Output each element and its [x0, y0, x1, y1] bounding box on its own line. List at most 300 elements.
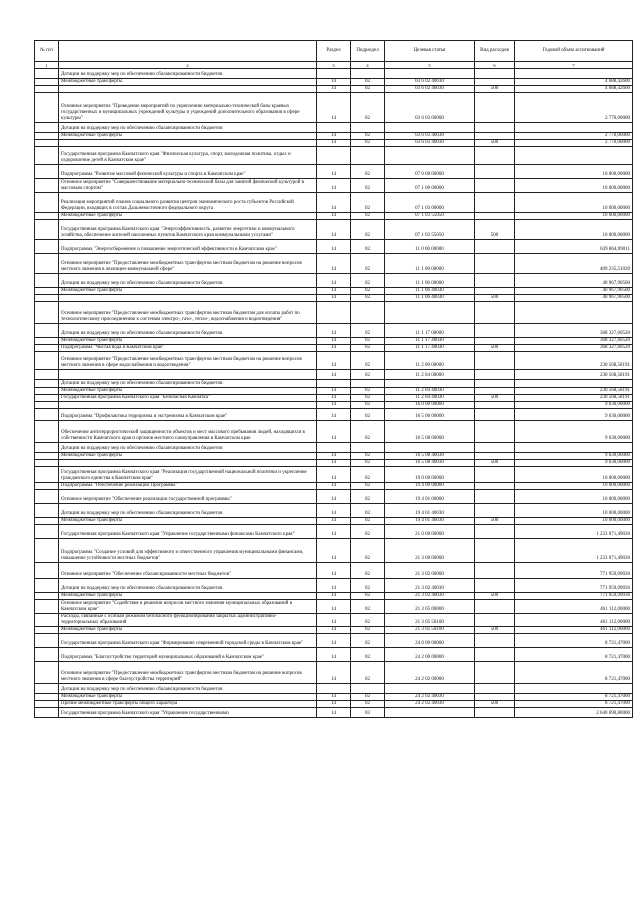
row-exptype-cell [475, 421, 515, 443]
row-number-cell [35, 140, 59, 147]
row-exptype-cell [475, 380, 515, 388]
row-section-cell [317, 302, 351, 324]
row-exptype-cell [475, 213, 515, 220]
row-section-cell: 14 [317, 133, 351, 140]
row-exptype-cell [475, 409, 515, 421]
row-name-cell: Дотации на поддержку мер по обеспечению сбалансированности бюджетов [59, 579, 317, 593]
row-section-cell: 14 [317, 93, 351, 123]
row-amount-cell: 1 233 071,49036 [515, 539, 633, 563]
col-number-cell: 2 [59, 62, 317, 69]
row-section-cell: 14 [317, 593, 351, 600]
table-row [35, 579, 633, 593]
row-subsection-cell: 02 [351, 93, 385, 123]
row-number-cell [35, 295, 59, 302]
row-name-cell: Подпрограмма "Развитие массовой физической культуры и спорта в Камчатском крае" [59, 165, 317, 179]
row-section-cell [317, 684, 351, 694]
row-target-cell: 24 2 02 40030 [385, 694, 475, 701]
row-number-cell [35, 453, 59, 460]
row-target-cell: 11 2 00 00000 [385, 352, 475, 370]
table-row [35, 539, 633, 563]
table-row [35, 302, 633, 324]
row-name-cell: Расходы, связанные с особым режимом безопасного функционирования закрытых административно-территориальных образований [59, 614, 317, 627]
row-section-cell: 14 [317, 525, 351, 539]
table-row [35, 614, 633, 627]
row-target-cell [385, 708, 475, 718]
row-name-cell [59, 295, 317, 302]
row-subsection-cell: 02 [351, 518, 385, 525]
row-subsection-cell: 02 [351, 504, 385, 518]
row-target-cell [385, 443, 475, 453]
row-number-cell [35, 525, 59, 539]
row-exptype-cell: 500 [475, 701, 515, 708]
row-target-cell: 19 4 01 40030 [385, 504, 475, 518]
row-name-cell: Подпрограмма "Создание условий для эффективного и ответственного управления муниципальными финансами, повышение устойчивости местных бюджетов" [59, 539, 317, 563]
row-number-cell [35, 504, 59, 518]
row-target-cell: 21 3 02 40030 [385, 593, 475, 600]
row-subsection-cell: 02 [351, 662, 385, 684]
row-exptype-cell: 500 [475, 518, 515, 525]
table-row [35, 240, 633, 254]
row-exptype-cell [475, 274, 515, 288]
row-section-cell: 14 [317, 467, 351, 483]
row-amount-cell: 9 630,00000 [515, 409, 633, 421]
row-amount-cell: 8 721,47000 [515, 634, 633, 648]
row-name-cell: Основное мероприятие "Обеспечение реализации государственной программы" [59, 490, 317, 504]
row-exptype-cell [475, 352, 515, 370]
row-name-cell: Подпрограмма "Чистая вода в Камчатском крае" [59, 345, 317, 352]
row-amount-cell: 9 630,00000 [515, 402, 633, 409]
row-target-cell: 16 5 08 00000 [385, 421, 475, 443]
row-section-cell: 14 [317, 193, 351, 213]
row-subsection-cell: 02 [351, 563, 385, 579]
row-number-cell [35, 460, 59, 467]
row-section-cell: 14 [317, 648, 351, 662]
row-section-cell: 14 [317, 165, 351, 179]
table-row [35, 193, 633, 213]
row-subsection-cell: 02 [351, 490, 385, 504]
row-subsection-cell: 02 [351, 388, 385, 395]
row-section-cell: 14 [317, 634, 351, 648]
row-subsection-cell: 02 [351, 460, 385, 467]
row-number-cell [35, 79, 59, 86]
row-target-cell [385, 684, 475, 694]
row-target-cell: 11 2 04 40030 [385, 395, 475, 402]
row-number-cell [35, 421, 59, 443]
row-target-cell: 03 6 02 40030 [385, 79, 475, 86]
row-name-cell: Государственная программа Камчатского края "Энергоэффективность, развитие энергетики и коммунального хозяйства, обеспечение жителей населенных пунктов Камчатского края коммунальными услугами" [59, 220, 317, 240]
row-amount-cell: 10 000,00000 [515, 518, 633, 525]
row-amount-cell [515, 69, 633, 79]
row-amount-cell [515, 147, 633, 165]
row-number-cell [35, 254, 59, 274]
row-subsection-cell: 02 [351, 409, 385, 421]
table-row [35, 220, 633, 240]
row-target-cell: 03 6 03 40030 [385, 133, 475, 140]
row-exptype-cell [475, 563, 515, 579]
row-subsection-cell [351, 684, 385, 694]
row-name-cell: Основное мероприятие "Предоставление межбюджетных трансфертов местным бюджетам на решение вопросов местного значения в сфере водоснабжения и водоотведения" [59, 352, 317, 370]
table-row [35, 288, 633, 295]
table-row [35, 86, 633, 93]
row-target-cell: 21 3 02 00000 [385, 563, 475, 579]
row-exptype-cell [475, 614, 515, 627]
header-col-target: Целевая статья [385, 41, 475, 62]
row-exptype-cell [475, 525, 515, 539]
row-subsection-cell: 02 [351, 324, 385, 338]
row-exptype-cell [475, 79, 515, 86]
row-number-cell [35, 165, 59, 179]
row-exptype-cell [475, 288, 515, 295]
table-row [35, 490, 633, 504]
row-amount-cell: 8 721,47000 [515, 648, 633, 662]
table-row [35, 684, 633, 694]
row-exptype-cell: 500 [475, 593, 515, 600]
row-name-cell [59, 370, 317, 380]
row-section-cell: 14 [317, 254, 351, 274]
row-section-cell: 14 [317, 213, 351, 220]
row-amount-cell: 461 112,00000 [515, 627, 633, 634]
row-exptype-cell [475, 388, 515, 395]
row-exptype-cell [475, 324, 515, 338]
row-section-cell: 14 [317, 324, 351, 338]
row-target-cell: 07 1 00 00000 [385, 179, 475, 193]
row-amount-cell: 10 000,00000 [515, 165, 633, 179]
row-exptype-cell [475, 579, 515, 593]
row-subsection-cell [351, 147, 385, 165]
header-col-amount: Годовой объем ассигнований [515, 41, 633, 62]
table-row [35, 165, 633, 179]
row-target-cell: 21 3 05 50100 [385, 627, 475, 634]
row-target-cell: 11 1 17 00000 [385, 324, 475, 338]
row-number-cell [35, 490, 59, 504]
row-target-cell: 24 2 00 00000 [385, 648, 475, 662]
row-amount-cell: 2 770,00000 [515, 140, 633, 147]
row-target-cell: 24 0 00 00000 [385, 634, 475, 648]
row-section-cell: 14 [317, 600, 351, 614]
row-number-cell [35, 563, 59, 579]
row-exptype-cell [475, 443, 515, 453]
row-name-cell: Основное мероприятие "Содействие в решении вопросов местного значения муниципальных образований в Камчатском крае" [59, 600, 317, 614]
column-number-row [35, 62, 633, 69]
row-amount-cell: 230 568,58191 [515, 370, 633, 380]
row-subsection-cell: 02 [351, 193, 385, 213]
row-target-cell [385, 123, 475, 133]
row-name-cell: Межбюджетные трансферты [59, 288, 317, 295]
row-exptype-cell [475, 123, 515, 133]
row-section-cell: 14 [317, 402, 351, 409]
row-amount-cell: 9 630,00000 [515, 421, 633, 443]
row-exptype-cell [475, 338, 515, 345]
row-name-cell: Межбюджетные трансферты [59, 453, 317, 460]
row-name-cell: Основное мероприятие "Совершенствование материально-технической базы для занятий физической культурой в массовым спортом" [59, 179, 317, 193]
row-subsection-cell: 02 [351, 614, 385, 627]
row-section-cell: 14 [317, 579, 351, 593]
row-name-cell: Межбюджетные трансферты [59, 593, 317, 600]
row-target-cell: 11 2 04 00000 [385, 370, 475, 380]
row-target-cell: 19 4 01 40030 [385, 518, 475, 525]
row-name-cell: Подпрограмма "Благоустройство территорий муниципальных образований в Камчатском крае" [59, 648, 317, 662]
row-amount-cell: 2 770,00000 [515, 93, 633, 123]
row-section-cell: 14 [317, 86, 351, 93]
row-exptype-cell [475, 193, 515, 213]
row-section-cell: 14 [317, 518, 351, 525]
row-subsection-cell: 02 [351, 634, 385, 648]
row-amount-cell: 461 112,00000 [515, 614, 633, 627]
table-row [35, 593, 633, 600]
row-name-cell: Дотации на поддержку мер по обеспечению сбалансированности бюджетов [59, 324, 317, 338]
table-header-row [35, 41, 633, 62]
row-amount-cell: 771 959,09036 [515, 593, 633, 600]
row-target-cell: 19 0 00 00000 [385, 467, 475, 483]
row-section-cell: 14 [317, 288, 351, 295]
row-section-cell [317, 147, 351, 165]
row-subsection-cell: 02 [351, 165, 385, 179]
table-row [35, 701, 633, 708]
row-target-cell: 07 0 00 00000 [385, 165, 475, 179]
row-subsection-cell: 02 [351, 338, 385, 345]
row-section-cell: 14 [317, 460, 351, 467]
row-exptype-cell [475, 302, 515, 324]
row-target-cell: 11 1 17 40030 [385, 338, 475, 345]
row-target-cell: 21 3 05 00000 [385, 600, 475, 614]
row-number-cell [35, 220, 59, 240]
row-name-cell: Государственная программа Камчатского края "Формирование современной городской среды в Камчатском крае" [59, 634, 317, 648]
row-amount-cell: 10 000,00000 [515, 467, 633, 483]
row-section-cell [317, 123, 351, 133]
col-number-cell: 5 [385, 62, 475, 69]
row-section-cell: 14 [317, 338, 351, 345]
row-subsection-cell [351, 302, 385, 324]
row-name-cell: Подпрограмма "Энергосбережение и повышение энергетической эффективности в Камчатском крае" [59, 240, 317, 254]
row-name-cell: Межбюджетные трансферты [59, 213, 317, 220]
row-section-cell: 14 [317, 240, 351, 254]
row-amount-cell: 230 568,58191 [515, 352, 633, 370]
row-number-cell [35, 179, 59, 193]
row-number-cell [35, 662, 59, 684]
row-subsection-cell: 02 [351, 453, 385, 460]
table-row [35, 133, 633, 140]
row-name-cell: Подпрограмма "Обеспечение реализации Программы" [59, 483, 317, 490]
row-number-cell [35, 483, 59, 490]
row-exptype-cell: 500 [475, 460, 515, 467]
row-name-cell: Межбюджетные трансферты [59, 694, 317, 701]
row-exptype-cell [475, 504, 515, 518]
row-subsection-cell: 02 [351, 213, 385, 220]
row-section-cell: 14 [317, 701, 351, 708]
row-target-cell: 21 0 00 00000 [385, 525, 475, 539]
row-exptype-cell [475, 708, 515, 718]
row-subsection-cell: 02 [351, 295, 385, 302]
row-target-cell: 11 1 06 00000 [385, 274, 475, 288]
row-amount-cell: 10 000,00000 [515, 213, 633, 220]
row-amount-cell: 1 233 071,49036 [515, 525, 633, 539]
table-row [35, 467, 633, 483]
row-number-cell [35, 701, 59, 708]
row-subsection-cell: 02 [351, 483, 385, 490]
table-row [35, 662, 633, 684]
row-exptype-cell [475, 254, 515, 274]
row-amount-cell: 368 327,60520 [515, 345, 633, 352]
row-number-cell [35, 708, 59, 718]
row-section-cell: 14 [317, 140, 351, 147]
row-number-cell [35, 213, 59, 220]
row-exptype-cell [475, 483, 515, 490]
row-target-cell: 21 3 05 50100 [385, 614, 475, 627]
row-subsection-cell: 02 [351, 539, 385, 563]
row-amount-cell: 2 770,00000 [515, 133, 633, 140]
table-row [35, 388, 633, 395]
table-row [35, 694, 633, 701]
table-row [35, 402, 633, 409]
row-name-cell: Дотации на поддержку мер по обеспечению сбалансированности бюджетов [59, 504, 317, 518]
row-target-cell: 24 2 02 40030 [385, 701, 475, 708]
row-exptype-cell: 500 [475, 220, 515, 240]
row-name-cell: Дотации на поддержку мер по обеспечению сбалансированности бюджетов [59, 684, 317, 694]
row-amount-cell: 10 000,00000 [515, 220, 633, 240]
row-target-cell: 19 4 01 00000 [385, 490, 475, 504]
row-target-cell: 21 3 02 40030 [385, 579, 475, 593]
row-name-cell: Государственная программа Камчатского края "Реализация государственной национальной политики и укрепление гражданского единства в Камчатском крае" [59, 467, 317, 483]
row-section-cell: 14 [317, 79, 351, 86]
row-subsection-cell: 02 [351, 86, 385, 93]
table-row [35, 254, 633, 274]
row-name-cell: Прочие межбюджетные трансферты общего характера [59, 701, 317, 708]
table-row [35, 123, 633, 133]
row-section-cell: 14 [317, 563, 351, 579]
row-amount-cell [515, 123, 633, 133]
row-exptype-cell: 500 [475, 140, 515, 147]
row-subsection-cell: 02 [351, 421, 385, 443]
row-exptype-cell [475, 453, 515, 460]
table-row [35, 345, 633, 352]
table-row [35, 370, 633, 380]
row-name-cell: Дотации на поддержку мер по обеспечению сбалансированности бюджетов [59, 69, 317, 79]
row-number-cell [35, 634, 59, 648]
table-row [35, 600, 633, 614]
row-exptype-cell [475, 648, 515, 662]
row-number-cell [35, 694, 59, 701]
row-subsection-cell: 02 [351, 179, 385, 193]
row-subsection-cell: 02 [351, 220, 385, 240]
row-number-cell [35, 443, 59, 453]
row-name-cell: Дотации на поддержку мер по обеспечению сбалансированности бюджетов [59, 380, 317, 388]
row-exptype-cell: 500 [475, 295, 515, 302]
row-section-cell [317, 443, 351, 453]
row-exptype-cell [475, 539, 515, 563]
table-row [35, 648, 633, 662]
row-exptype-cell [475, 600, 515, 614]
row-subsection-cell: 02 [351, 254, 385, 274]
row-subsection-cell: 02 [351, 240, 385, 254]
row-name-cell: Межбюджетные трансферты [59, 79, 317, 86]
row-target-cell [385, 302, 475, 324]
row-exptype-cell [475, 165, 515, 179]
row-amount-cell: 8 721,47000 [515, 701, 633, 708]
row-exptype-cell [475, 179, 515, 193]
header-col-exptype: Вид расходов [475, 41, 515, 62]
row-number-cell [35, 409, 59, 421]
row-target-cell [385, 147, 475, 165]
col-number-cell: 7 [515, 62, 633, 69]
row-number-cell [35, 593, 59, 600]
table-row [35, 634, 633, 648]
row-exptype-cell [475, 402, 515, 409]
table-row [35, 324, 633, 338]
row-exptype-cell: 500 [475, 627, 515, 634]
row-subsection-cell: 02 [351, 525, 385, 539]
row-section-cell: 14 [317, 274, 351, 288]
table-row [35, 69, 633, 79]
row-number-cell [35, 627, 59, 634]
row-target-cell: 11 1 17 40030 [385, 345, 475, 352]
header-col-name [59, 41, 317, 62]
row-amount-cell: 461 112,00000 [515, 600, 633, 614]
row-subsection-cell: 02 [351, 627, 385, 634]
row-exptype-cell [475, 147, 515, 165]
row-subsection-cell: 02 [351, 370, 385, 380]
row-name-cell: Подпрограмма "Профилактика терроризма и экстремизма в Камчатском крае" [59, 409, 317, 421]
row-exptype-cell [475, 467, 515, 483]
table-row [35, 518, 633, 525]
row-section-cell: 14 [317, 421, 351, 443]
row-subsection-cell: 03 [351, 708, 385, 718]
row-amount-cell: 771 959,09036 [515, 579, 633, 593]
table-row [35, 274, 633, 288]
row-name-cell: Межбюджетные трансферты [59, 338, 317, 345]
row-target-cell: 16 5 00 00000 [385, 409, 475, 421]
row-target-cell: 07 1 03 00000 [385, 193, 475, 213]
row-name-cell [59, 402, 317, 409]
table-row [35, 213, 633, 220]
row-amount-cell: 9 630,00000 [515, 453, 633, 460]
row-number-cell [35, 93, 59, 123]
row-number-cell [35, 86, 59, 93]
row-section-cell: 14 [317, 708, 351, 718]
row-target-cell: 03 6 03 40030 [385, 140, 475, 147]
row-number-cell [35, 274, 59, 288]
row-amount-cell: 40 967,90500 [515, 295, 633, 302]
row-subsection-cell: 02 [351, 593, 385, 600]
row-name-cell: Дотации на поддержку мер по обеспечению сбалансированности бюджетов [59, 274, 317, 288]
row-subsection-cell: 02 [351, 402, 385, 409]
row-exptype-cell: 500 [475, 86, 515, 93]
row-number-cell [35, 147, 59, 165]
row-section-cell: 14 [317, 504, 351, 518]
row-name-cell: Межбюджетные трансферты [59, 518, 317, 525]
row-number-cell [35, 302, 59, 324]
row-section-cell [317, 69, 351, 79]
row-subsection-cell [351, 443, 385, 453]
row-amount-cell: 4 688,42600 [515, 79, 633, 86]
row-subsection-cell: 02 [351, 467, 385, 483]
row-section-cell [317, 380, 351, 388]
row-section-cell: 14 [317, 220, 351, 240]
row-subsection-cell: 02 [351, 352, 385, 370]
row-target-cell: 07 1 03 55050 [385, 220, 475, 240]
row-name-cell: Обеспечение антитеррористической защищенности объектов и мест массового пребывания людей, находящихся в собственности Камчатского края и органов местного самоуправления в Камчатском крае [59, 421, 317, 443]
table-row [35, 380, 633, 388]
row-section-cell: 14 [317, 395, 351, 402]
row-section-cell: 14 [317, 352, 351, 370]
row-target-cell: 11 0 00 00000 [385, 240, 475, 254]
row-number-cell [35, 684, 59, 694]
row-subsection-cell [351, 123, 385, 133]
row-exptype-cell [475, 490, 515, 504]
row-target-cell: 16 5 08 40030 [385, 460, 475, 467]
table-row [35, 483, 633, 490]
row-name-cell: Межбюджетные трансферты [59, 133, 317, 140]
row-target-cell: 19 4 00 00000 [385, 483, 475, 490]
